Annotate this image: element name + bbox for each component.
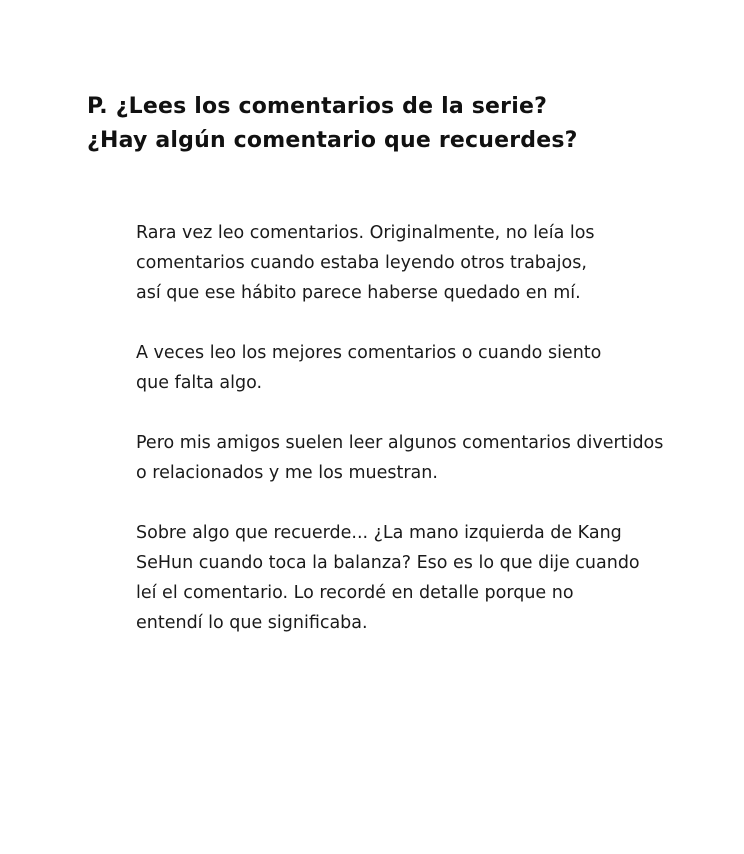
answer-line: Pero mis amigos suelen leer algunos comentarios divertidos [136, 433, 664, 453]
answer-line: Rara vez leo comentarios. Originalmente, no leía los [136, 223, 595, 243]
answer-line: entendí lo que significaba. [136, 613, 368, 633]
question-line: ¿Hay algún comentario que recuerdes? [87, 128, 578, 153]
answer-line: SeHun cuando toca la balanza? Eso es lo que dije cuando [136, 553, 640, 573]
question-line: P. ¿Lees los comentarios de la serie? [87, 94, 548, 119]
answer-paragraph [136, 218, 736, 308]
answer-paragraph [136, 518, 736, 638]
answer-paragraph [136, 338, 736, 398]
answer-line: leí el comentario. Lo recordé en detalle porque no [136, 583, 574, 603]
answer-line: o relacionados y me los muestran. [136, 463, 438, 483]
answer-body [136, 218, 736, 668]
question-heading [87, 90, 727, 158]
answer-paragraph [136, 428, 736, 488]
answer-line: así que ese hábito parece haberse quedado en mí. [136, 283, 581, 303]
answer-line: Sobre algo que recuerde... ¿La mano izquierda de Kang [136, 523, 622, 543]
answer-line: que falta algo. [136, 373, 263, 393]
answer-line: comentarios cuando estaba leyendo otros trabajos, [136, 253, 587, 273]
answer-line: A veces leo los mejores comentarios o cuando siento [136, 343, 602, 363]
